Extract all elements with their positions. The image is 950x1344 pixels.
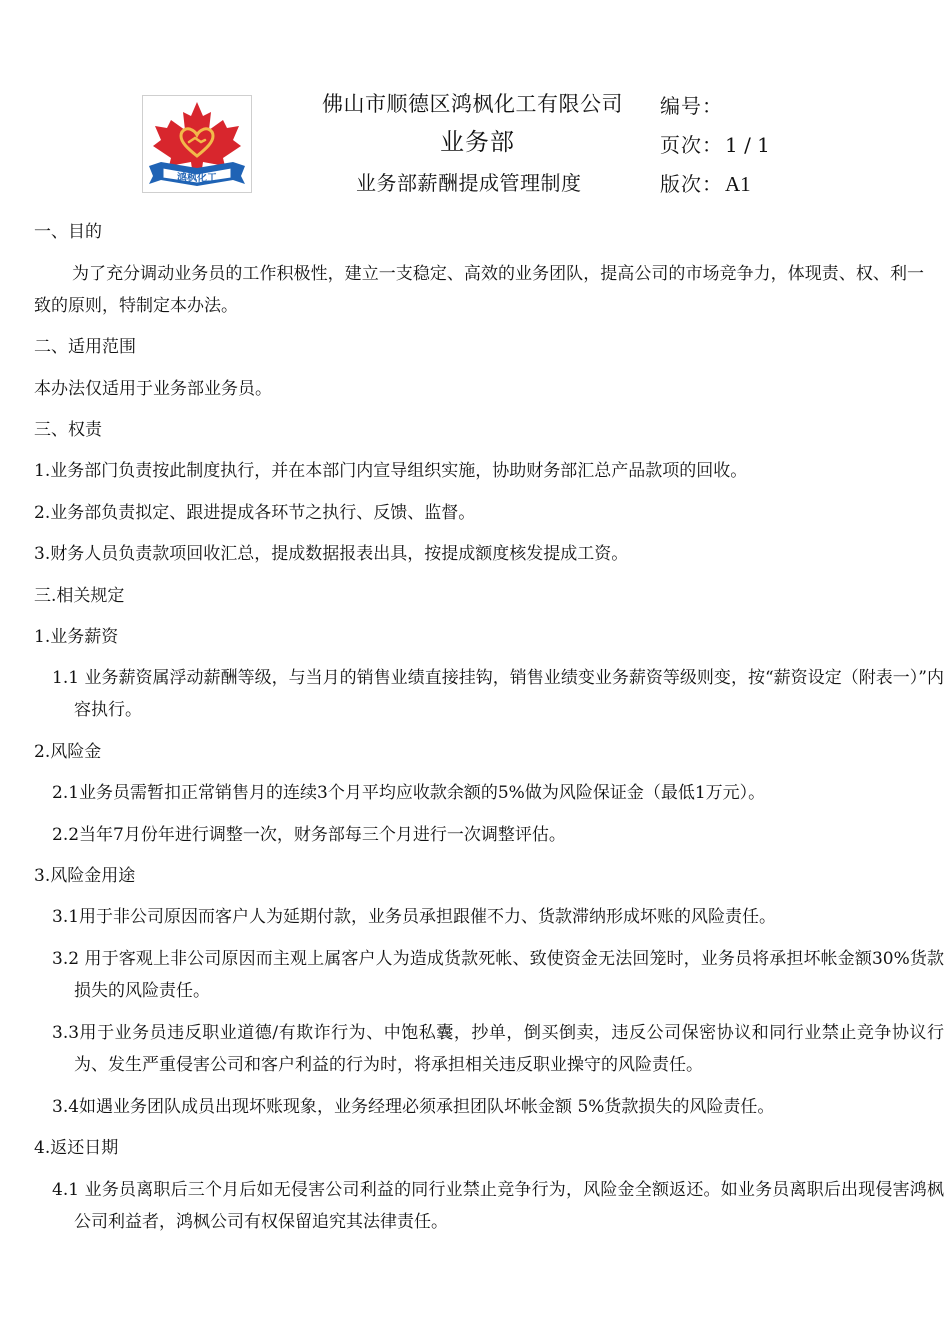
regulation-item: 1.1 业务薪资属浮动薪酬等级，与当月的销售业绩直接挂钩，销售业绩变业务薪资等级则变，按“薪资设定（附表一）”内容执行。	[52, 668, 944, 720]
regulation-item: 4.1 业务员离职后三个月后如无侵害公司利益的同行业禁止竞争行为，风险金全额返还。如业务员离职后出现侵害鸿枫公司利益者，鸿枫公司有权保留追究其法律责任。	[52, 1180, 944, 1232]
purpose-paragraph: 为了充分调动业务员的工作积极性，建立一支稳定、高效的业务团队，提高公司的市场竞争力，体现责、权、利一致的原则，特制定本办法。	[34, 264, 924, 316]
company-name: 佛山市顺德区鸿枫化工有限公司	[322, 92, 623, 116]
document-title: 业务部薪酬提成管理制度	[356, 171, 582, 195]
company-logo	[142, 95, 252, 193]
version-value: A1	[725, 172, 751, 196]
page-label: 页次：	[660, 133, 723, 157]
scope-paragraph: 本办法仅适用于业务部业务员。	[34, 379, 272, 399]
version-label: 版次：	[660, 172, 723, 196]
logo-text: 鸿枫化工	[177, 173, 217, 184]
subsection-heading-salary: 1.业务薪资	[34, 627, 119, 647]
document-number	[660, 90, 725, 119]
regulation-item: 3.4如遇业务团队成员出现坏账现象，业务经理必须承担团队坏帐金额 5%货款损失的风险责任。	[52, 1097, 775, 1117]
section-heading-scope: 二、适用范围	[34, 337, 136, 357]
section-heading-purpose: 一、目的	[34, 222, 102, 242]
regulation-item: 3.1用于非公司原因而客户人为延期付款，业务员承担跟催不力、货款滞纳形成坏账的风险责任。	[52, 907, 777, 927]
page-value: 1 / 1	[725, 133, 770, 157]
regulation-item: 3.2 用于客观上非公司原因而主观上属客户人为造成货款死帐、致使资金无法回笼时，业务员将承担坏帐金额30%货款损失的风险责任。	[52, 949, 944, 1001]
section-heading-responsibilities: 三、权责	[34, 420, 102, 440]
regulation-item: 3.3用于业务员违反职业道德/有欺诈行为、中饱私囊，抄单，倒买倒卖，违反公司保密协议和同行业禁止竞争协议行为、发生严重侵害公司和客户利益的行为时，将承担相关违反职业操守的风险责任。	[52, 1023, 944, 1075]
responsibility-item: 2.业务部负责拟定、跟进提成各环节之执行、反馈、监督。	[34, 503, 476, 523]
regulation-item: 2.1业务员需暂扣正常销售月的连续3个月平均应收款余额的5%做为风险保证金（最低1万元）。	[52, 783, 766, 803]
version-indicator	[660, 168, 751, 197]
responsibility-item: 1.业务部门负责按此制度执行，并在本部门内宣导组织实施，协助财务部汇总产品款项的回收。	[34, 461, 748, 481]
subsection-heading-refund-date: 4.返还日期	[34, 1138, 119, 1158]
subsection-heading-risk-fund: 2.风险金	[34, 742, 102, 762]
page-indicator	[660, 129, 770, 158]
department-name: 业务部	[440, 128, 515, 156]
number-label: 编号：	[660, 94, 723, 118]
responsibility-item: 3.财务人员负责款项回收汇总，提成数据报表出具，按提成额度核发提成工资。	[34, 544, 629, 564]
section-heading-regulations: 三.相关规定	[34, 586, 125, 606]
regulation-item: 2.2当年7月份年进行调整一次，财务部每三个月进行一次调整评估。	[52, 825, 566, 845]
subsection-heading-risk-fund-usage: 3.风险金用途	[34, 866, 136, 886]
